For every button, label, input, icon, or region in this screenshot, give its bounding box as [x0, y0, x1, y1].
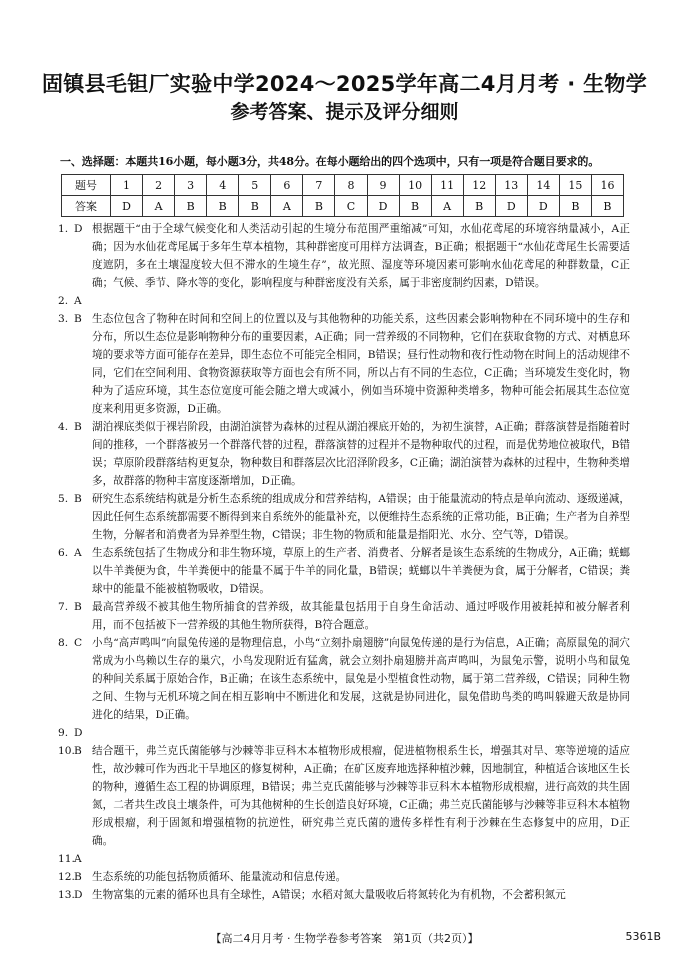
item-explanation: 小鸟“高声鸣叫”向鼠兔传递的是物理信息，小鸟“立刻扑扇翅膀”向鼠兔传递的是行为信息，A正确；高原鼠兔的洞穴常成为小鸟赖以生存的巢穴，小鸟发现附近有猛禽，就会立刻扑扇翅膀并高声鸣叫，为鼠兔示警，说明小鸟和鼠兔的种间关系属于原始合作，B正确；在该生态系统中，鼠兔是小型植食性动物，属于第二营养级，C错误；同种生物之间、生物与无机环境之间在相互影响中不断进化和发展，这就是协同进化，鼠兔借助鸟类的鸣叫躲避天敌是协同进化的结果，D正确。	[92, 637, 630, 721]
list-item	[58, 634, 630, 724]
section-heading: 一、选择题：本题共16小题，每小题3分，共48分。在每小题给出的四个选项中，只有一项是符合题目要求的。	[60, 155, 600, 168]
question-number: 10	[399, 175, 431, 196]
question-number: 14	[527, 175, 559, 196]
item-number: 1.	[58, 223, 69, 235]
item-explanation: 生态位包含了物种在时间和空间上的位置以及与其他物种的功能关系，这些因素会影响物种在不同环境中的生存和分布，所以生态位是影响物种分布的重要因素，A正确；同一营养级的不同物种，它们在获取食物的方式、对栖息环境的要求等方面可能存在差异，即生态位不可能完全相同，B错误；昼行性动物和夜行性动物在时间上的活动规律不同，它们在空间利用、食物资源获取等方面也会有所不同，所以占有不同的生态位，C正确；当环境发生变化时，物种为了适应环境，其生态位宽度可能会随之增大或减小，例如当环境中资源种类增多，物种可能会拓展其生态位宽度来利用更多资源，D正确。	[92, 313, 630, 415]
item-answer: A	[74, 295, 82, 307]
answer-cell: B	[399, 196, 431, 217]
answer-cell: A	[271, 196, 303, 217]
answer-cell: B	[239, 196, 271, 217]
row-label: 题号	[62, 175, 111, 196]
list-item	[58, 418, 630, 490]
list-item	[58, 724, 630, 742]
item-answer: B	[74, 493, 82, 505]
item-answer: B	[74, 745, 82, 757]
list-item	[58, 490, 630, 544]
question-number: 11	[431, 175, 463, 196]
answer-cell: B	[463, 196, 495, 217]
document-code: 5361B	[625, 930, 661, 943]
question-number: 4	[207, 175, 239, 196]
question-number: 16	[591, 175, 623, 196]
item-number: 3.	[58, 313, 69, 325]
row-label: 答案	[62, 196, 111, 217]
item-answer: D	[74, 727, 83, 739]
page-subtitle: 参考答案、提示及评分细则	[230, 101, 459, 123]
answer-cell: B	[591, 196, 623, 217]
list-item	[58, 742, 630, 850]
list-item	[58, 220, 630, 292]
item-number: 9.	[58, 727, 69, 739]
list-item	[58, 292, 630, 310]
item-answer: B	[74, 421, 82, 433]
item-answer: B	[74, 601, 82, 613]
answer-cell: D	[527, 196, 559, 217]
question-number: 1	[111, 175, 143, 196]
item-number: 5.	[58, 493, 69, 505]
item-answer: D	[74, 889, 83, 901]
question-number: 3	[175, 175, 207, 196]
question-number-row	[62, 175, 624, 196]
answer-cell: C	[335, 196, 367, 217]
question-number: 6	[271, 175, 303, 196]
item-number: 6.	[58, 547, 69, 559]
item-number: 7.	[58, 601, 69, 613]
item-answer: C	[74, 637, 83, 649]
answer-cell: D	[367, 196, 399, 217]
item-explanation: 生物富集的元素的循环也具有全球性，A错误；水稻对氮大量吸收后将氮转化为有机物，不会蓄积氮元	[92, 889, 566, 901]
item-answer: D	[74, 223, 83, 235]
question-number: 9	[367, 175, 399, 196]
question-number: 2	[143, 175, 175, 196]
item-explanation: 根据题干“由于全球气候变化和人类活动引起的生境分布范围严重缩减”可知，水仙花鸢尾的环境容纳量减小，A正确；因为水仙花鸢尾属于多年生草本植物，其种群密度可用样方法调查，B正确；根据题干“水仙花鸢尾生长需要适度遮阴，多在土壤湿度较大但不滞水的生境生存”，故光照、湿度等环境因素可影响水仙花鸢尾的种群数量，C正确；气候、季节、降水等的变化，影响程度与种群密度没有关系，属于非密度制约因素，D错误。	[92, 223, 630, 289]
answer-cell: B	[207, 196, 239, 217]
list-item	[58, 850, 630, 868]
item-number: 10.	[58, 745, 75, 757]
item-number: 11.	[58, 853, 75, 865]
answer-table	[61, 174, 624, 217]
list-item	[58, 310, 630, 418]
page-footer: 【高二4月月考 · 生物学卷参考答案 第1页（共2页）】	[210, 932, 479, 945]
list-item	[58, 598, 630, 634]
question-number: 15	[559, 175, 591, 196]
list-item	[58, 886, 630, 904]
item-explanation: 生态系统的功能包括物质循环、能量流动和信息传递。	[92, 871, 347, 883]
item-answer: B	[74, 313, 82, 325]
answer-cell: B	[175, 196, 207, 217]
answer-cell: B	[303, 196, 335, 217]
list-item	[58, 544, 630, 598]
answer-cell: A	[143, 196, 175, 217]
question-number: 13	[495, 175, 527, 196]
item-answer: A	[74, 547, 82, 559]
answer-cell: B	[559, 196, 591, 217]
question-number: 7	[303, 175, 335, 196]
item-number: 4.	[58, 421, 69, 433]
question-number: 12	[463, 175, 495, 196]
question-number: 5	[239, 175, 271, 196]
list-item	[58, 868, 630, 886]
item-explanation: 最高营养级不被其他生物所捕食的营养级，故其能量包括用于自身生命活动、通过呼吸作用被耗掉和被分解者利用，而不包括被下一营养级的其他生物所获得，B符合题意。	[92, 601, 630, 631]
explanation-list	[58, 220, 630, 904]
item-answer: B	[74, 871, 82, 883]
page-title: 固镇县毛钽厂实验中学2024～2025学年高二4月月考 · 生物学	[41, 72, 647, 96]
answer-row	[62, 196, 624, 217]
question-number: 8	[335, 175, 367, 196]
item-number: 12.	[58, 871, 75, 883]
item-explanation: 湖泊裸底类似于裸岩阶段，由湖泊演替为森林的过程从湖泊裸底开始的，为初生演替，A正确；群落演替是指随着时间的推移，一个群落被另一个群落代替的过程，群落演替的过程并不是物种取代的过程，而是优势地位被取代，B错误；草原阶段群落结构更复杂，物种数目和群落层次比沼泽阶段多，C正确；湖泊演替为森林的过程中，生物种类增多，故群落的物种丰富度逐渐增加，D正确。	[92, 421, 630, 487]
item-number: 13.	[58, 889, 75, 901]
item-explanation: 生态系统包括了生物成分和非生物环境，草原上的生产者、消费者、分解者是该生态系统的生物成分，A正确；蜣螂以牛羊粪便为食，牛羊粪便中的能量不属于牛羊的同化量，B错误；蜣螂以牛羊粪便为食，属于分解者，C错误；粪球中的能量不能被植物吸收，D错误。	[92, 547, 630, 595]
answer-cell: D	[495, 196, 527, 217]
answer-cell: A	[431, 196, 463, 217]
item-explanation: 结合题干，弗兰克氏菌能够与沙棘等非豆科木本植物形成根瘤，促进植物根系生长，增强其对旱、寒等逆境的适应性，故沙棘可作为西北干旱地区的修复树种，A正确；在矿区废弃地选择种植沙棘，因地制宜，种植适合该地区生长的物种，遵循生态工程的协调原理，B错误；弗兰克氏菌能够与沙棘等非豆科木本植物形成根瘤，进行高效的共生固氮，二者共生改良土壤条件，可为其他树种的生长创造良好环境，C正确；弗兰克氏菌能够与沙棘等非豆科木本植物形成根瘤，利于固氮和增强植物的抗逆性，研究弗兰克氏菌的遗传多样性有利于沙棘在生态修复中的应用，D正确。	[92, 745, 630, 847]
item-explanation: 研究生态系统结构就是分析生态系统的组成成分和营养结构，A错误；由于能量流动的特点是单向流动、逐级递减，因此任何生态系统都需要不断得到来自系统外的能量补充，以便维持生态系统的正常功能，B正确；生产者为自养型生物，分解者和消费者为异养型生物，C错误；非生物的物质和能量是指阳光、水分、空气等，D错误。	[92, 493, 630, 541]
item-answer: A	[74, 853, 82, 865]
item-number: 2.	[58, 295, 69, 307]
item-number: 8.	[58, 637, 69, 649]
answer-cell: D	[111, 196, 143, 217]
